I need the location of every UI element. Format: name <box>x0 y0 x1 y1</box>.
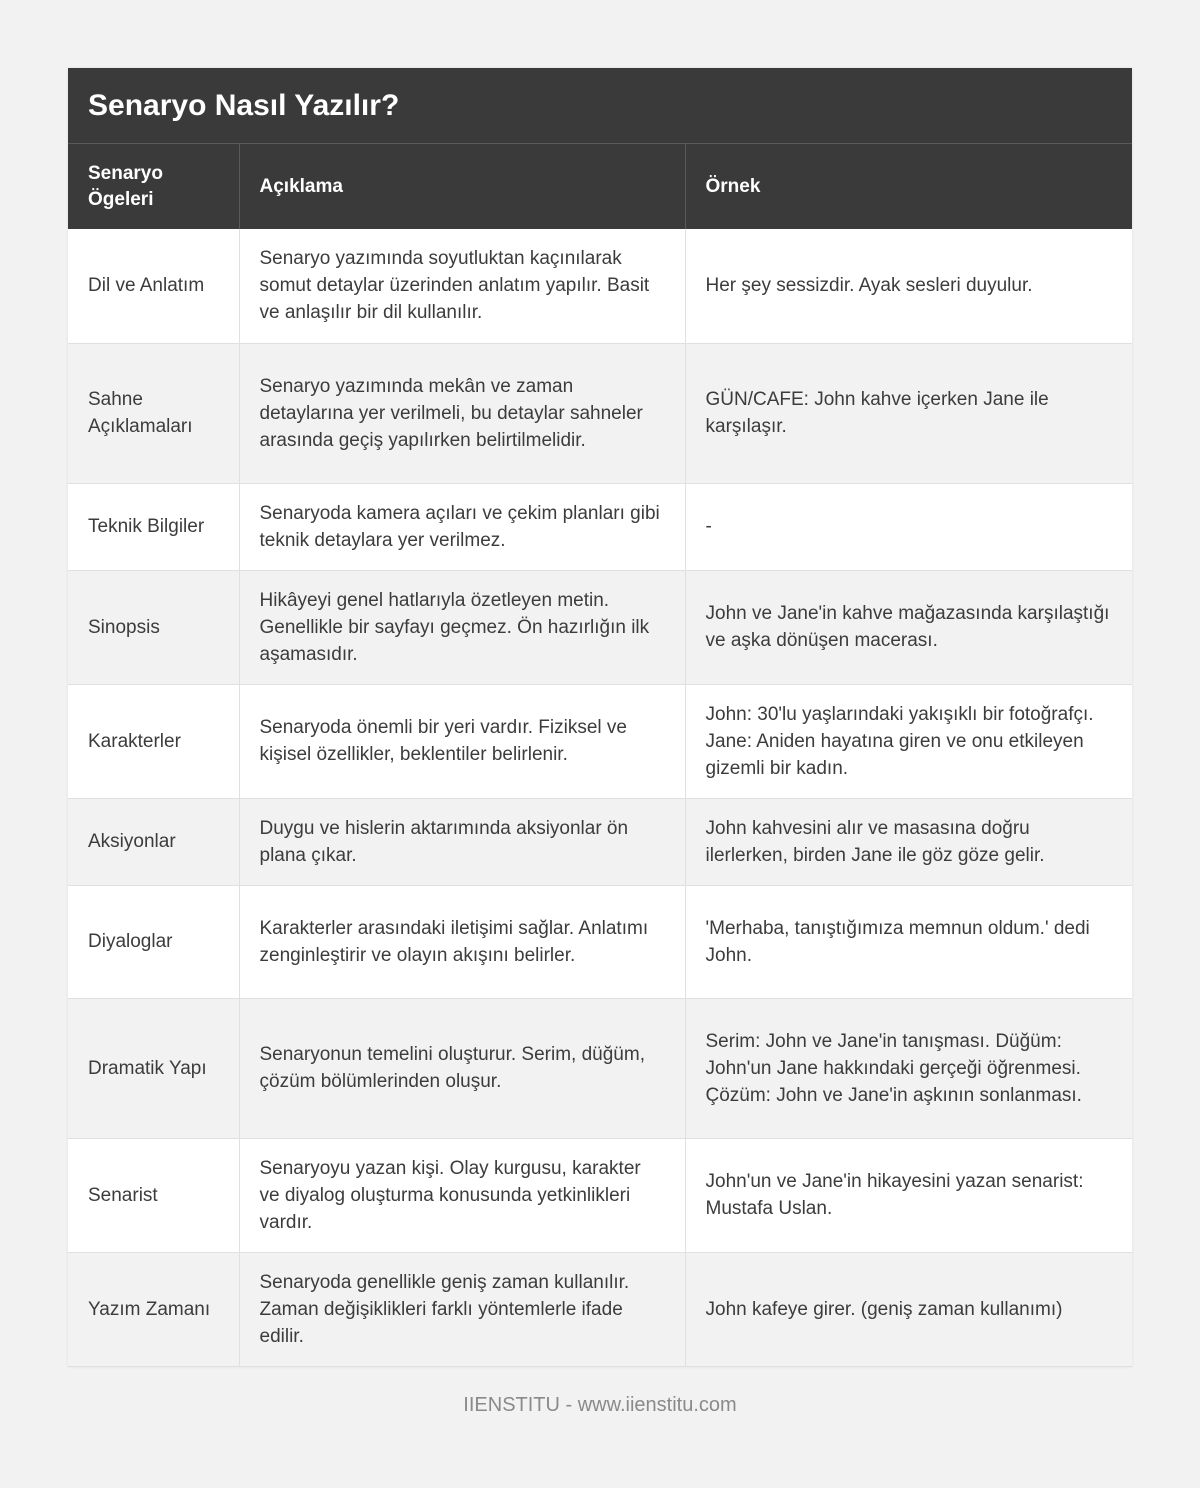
cell-element: Dramatik Yapı <box>68 998 239 1138</box>
cell-example: John kafeye girer. (geniş zaman kullanımı) <box>685 1252 1132 1366</box>
cell-example: 'Merhaba, tanıştığımıza memnun oldum.' dedi John. <box>685 885 1132 998</box>
cell-description: Senaryonun temelini oluşturur. Serim, düğüm, çözüm bölümlerinden oluşur. <box>239 998 685 1138</box>
cell-example: John'un ve Jane'in hikayesini yazan senarist: Mustafa Uslan. <box>685 1138 1132 1252</box>
cell-example: - <box>685 483 1132 570</box>
table-row <box>68 885 1132 998</box>
cell-description: Duygu ve hislerin aktarımında aksiyonlar ön plana çıkar. <box>239 798 685 885</box>
cell-element: Dil ve Anlatım <box>68 229 239 343</box>
cell-element: Teknik Bilgiler <box>68 483 239 570</box>
cell-example: John kahvesini alır ve masasına doğru ilerlerken, birden Jane ile göz göze gelir. <box>685 798 1132 885</box>
table-row <box>68 798 1132 885</box>
table-row <box>68 483 1132 570</box>
table-row <box>68 998 1132 1138</box>
column-header-element: Senaryo Ögeleri <box>68 144 239 229</box>
cell-description: Senaryoyu yazan kişi. Olay kurgusu, karakter ve diyalog oluşturma konusunda yetkinlikleri vardır. <box>239 1138 685 1252</box>
content-card <box>68 68 1132 1367</box>
cell-example: GÜN/CAFE: John kahve içerken Jane ile karşılaşır. <box>685 343 1132 483</box>
page-title: Senaryo Nasıl Yazılır? <box>68 68 1132 144</box>
cell-description: Senaryoda önemli bir yeri vardır. Fiziksel ve kişisel özellikler, beklentiler belirlenir. <box>239 684 685 798</box>
cell-element: Sinopsis <box>68 570 239 684</box>
table-row <box>68 229 1132 343</box>
cell-element: Sahne Açıklamaları <box>68 343 239 483</box>
senaryo-table <box>68 144 1132 1367</box>
table-row <box>68 1252 1132 1366</box>
table-row <box>68 343 1132 483</box>
cell-example: Her şey sessizdir. Ayak sesleri duyulur. <box>685 229 1132 343</box>
cell-element: Yazım Zamanı <box>68 1252 239 1366</box>
table-header-row <box>68 144 1132 229</box>
footer-credit: IIENSTITU - www.iienstitu.com <box>463 1394 737 1416</box>
cell-element: Senarist <box>68 1138 239 1252</box>
cell-description: Senaryoda kamera açıları ve çekim planları gibi teknik detaylara yer verilmez. <box>239 483 685 570</box>
cell-example: Serim: John ve Jane'in tanışması. Düğüm: John'un Jane hakkındaki gerçeği öğrenmesi. Çözüm: John ve Jane'in aşkının sonlanması. <box>685 998 1132 1138</box>
cell-example: John: 30'lu yaşlarındaki yakışıklı bir fotoğrafçı. Jane: Aniden hayatına giren ve onu etkileyen gizemli bir kadın. <box>685 684 1132 798</box>
cell-description: Senaryoda genellikle geniş zaman kullanılır. Zaman değişiklikleri farklı yöntemlerle ifade edilir. <box>239 1252 685 1366</box>
table-row <box>68 570 1132 684</box>
cell-description: Senaryo yazımında soyutluktan kaçınılarak somut detaylar üzerinden anlatım yapılır. Basit ve anlaşılır bir dil kullanılır. <box>239 229 685 343</box>
table-row <box>68 1138 1132 1252</box>
cell-element: Karakterler <box>68 684 239 798</box>
column-header-example: Örnek <box>685 144 1132 229</box>
column-header-description: Açıklama <box>239 144 685 229</box>
table-row <box>68 684 1132 798</box>
cell-example: John ve Jane'in kahve mağazasında karşılaştığı ve aşka dönüşen macerası. <box>685 570 1132 684</box>
cell-element: Aksiyonlar <box>68 798 239 885</box>
cell-description: Senaryo yazımında mekân ve zaman detaylarına yer verilmeli, bu detaylar sahneler arasında geçiş yapılırken belirtilmelidir. <box>239 343 685 483</box>
cell-element: Diyaloglar <box>68 885 239 998</box>
cell-description: Hikâyeyi genel hatlarıyla özetleyen metin. Genellikle bir sayfayı geçmez. Ön hazırlığın ilk aşamasıdır. <box>239 570 685 684</box>
cell-description: Karakterler arasındaki iletişimi sağlar. Anlatımı zenginleştirir ve olayın akışını belirler. <box>239 885 685 998</box>
